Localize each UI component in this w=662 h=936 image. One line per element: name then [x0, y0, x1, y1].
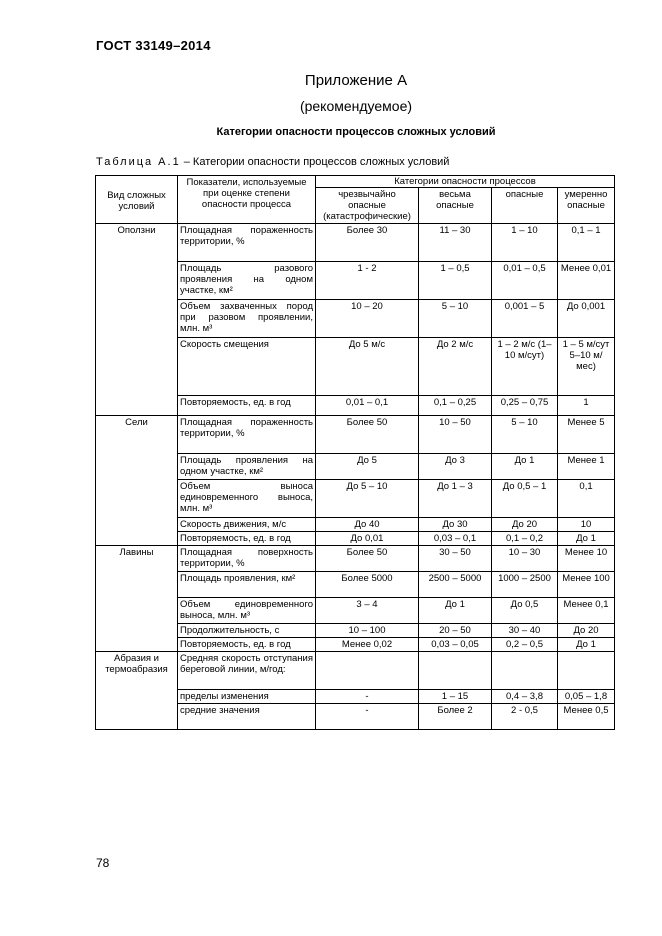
- value-cell: 1 – 10: [492, 224, 558, 262]
- value-cell: Более 50: [316, 546, 419, 572]
- table-caption: [96, 156, 449, 168]
- indicator-cell: Площадь проявления, км²: [178, 572, 316, 598]
- hazard-categories-table: [95, 175, 615, 730]
- value-cell: 1 – 0,5: [419, 262, 492, 300]
- value-cell: 10 – 20: [316, 300, 419, 338]
- value-cell: 1 – 15: [419, 690, 492, 704]
- value-cell: 5 – 10: [492, 416, 558, 454]
- indicator-cell: пределы изменения: [178, 690, 316, 704]
- value-cell: 0,25 – 0,75: [492, 396, 558, 416]
- value-cell: 0,1: [558, 480, 615, 518]
- indicator-cell: Повторяемость, ед. в год: [178, 396, 316, 416]
- value-cell: До 2 м/с: [419, 338, 492, 396]
- value-cell: 3 – 4: [316, 598, 419, 624]
- value-cell: 5 – 10: [419, 300, 492, 338]
- value-cell: Более 30: [316, 224, 419, 262]
- indicator-cell: Объем выноса единовременного выноса, млн. м³: [178, 480, 316, 518]
- value-cell: До 1: [419, 598, 492, 624]
- header-cat-extreme: чрезвычайно опасные (катастрофические): [316, 188, 419, 224]
- value-cell: До 1: [558, 638, 615, 652]
- table-caption-label: Таблица А.1: [96, 156, 181, 168]
- table-row: [96, 416, 615, 454]
- value-cell: До 1: [492, 454, 558, 480]
- table-row: [96, 652, 615, 690]
- value-cell: -: [316, 704, 419, 730]
- appendix-status: (рекомендуемое): [299, 98, 413, 114]
- indicator-cell: Повторяемость, ед. в год: [178, 532, 316, 546]
- value-cell: Менее 5: [558, 416, 615, 454]
- indicator-cell: Площадная поверхность территории, %: [178, 546, 316, 572]
- header-cat-moderate: умеренно опасные: [558, 188, 615, 224]
- header-categories: Категории опасности процессов: [316, 176, 615, 188]
- indicator-cell: Объем захваченных пород при разовом проявлении, млн. м³: [178, 300, 316, 338]
- value-cell: До 20: [558, 624, 615, 638]
- table-caption-text: – Категории опасности процессов сложных условий: [180, 156, 450, 168]
- header-cat-dangerous: опасные: [492, 188, 558, 224]
- table-row: [96, 224, 615, 262]
- indicator-cell: Площадная пораженность территории, %: [178, 416, 316, 454]
- value-cell: До 5: [316, 454, 419, 480]
- value-cell: 10 – 50: [419, 416, 492, 454]
- value-cell: 1 - 2: [316, 262, 419, 300]
- value-cell: 1 – 5 м/сут 5–10 м/мес): [558, 338, 615, 396]
- header-indicators: Показатели, используемые при оценке степени опасности процесса: [178, 176, 316, 224]
- table-row: [96, 546, 615, 572]
- value-cell: До 0,001: [558, 300, 615, 338]
- value-cell: Менее 1: [558, 454, 615, 480]
- condition-type-cell: Сели: [96, 416, 178, 546]
- header-condition-type: Вид сложных условий: [96, 176, 178, 224]
- value-cell: 1: [558, 396, 615, 416]
- value-cell: 20 – 50: [419, 624, 492, 638]
- standard-code: ГОСТ 33149–2014: [96, 38, 211, 53]
- indicator-cell: Скорость движения, м/с: [178, 518, 316, 532]
- value-cell: Менее 0,1: [558, 598, 615, 624]
- value-cell: Менее 10: [558, 546, 615, 572]
- value-cell: До 1: [558, 532, 615, 546]
- indicator-cell: Объем единовременного выноса, млн. м³: [178, 598, 316, 624]
- value-cell: До 5 м/с: [316, 338, 419, 396]
- value-cell: 0,1 – 0,2: [492, 532, 558, 546]
- value-cell: Более 50: [316, 416, 419, 454]
- value-cell: До 0,5 – 1: [492, 480, 558, 518]
- value-cell: [492, 652, 558, 690]
- value-cell: 2500 – 5000: [419, 572, 492, 598]
- value-cell: Более 5000: [316, 572, 419, 598]
- indicator-cell: средние значения: [178, 704, 316, 730]
- indicator-cell: Площадная пораженность территории, %: [178, 224, 316, 262]
- value-cell: [316, 652, 419, 690]
- appendix-title: Приложение А: [304, 72, 408, 89]
- value-cell: До 3: [419, 454, 492, 480]
- value-cell: 1000 – 2500: [492, 572, 558, 598]
- value-cell: 2 - 0,5: [492, 704, 558, 730]
- value-cell: До 30: [419, 518, 492, 532]
- value-cell: Менее 0,01: [558, 262, 615, 300]
- value-cell: До 20: [492, 518, 558, 532]
- value-cell: [558, 652, 615, 690]
- value-cell: 0,2 – 0,5: [492, 638, 558, 652]
- value-cell: 0,01 – 0,1: [316, 396, 419, 416]
- value-cell: 10 – 100: [316, 624, 419, 638]
- page-number: 78: [96, 856, 110, 870]
- value-cell: 0,03 – 0,1: [419, 532, 492, 546]
- indicator-cell: Скорость смещения: [178, 338, 316, 396]
- value-cell: 0,05 – 1,8: [558, 690, 615, 704]
- indicator-cell: Площадь проявления на одном участке, км²: [178, 454, 316, 480]
- indicator-cell: Повторяемость, ед. в год: [178, 638, 316, 652]
- value-cell: До 40: [316, 518, 419, 532]
- indicator-cell: Площадь разового проявления на одном участке, км²: [178, 262, 316, 300]
- value-cell: [419, 652, 492, 690]
- value-cell: До 5 – 10: [316, 480, 419, 518]
- value-cell: -: [316, 690, 419, 704]
- indicator-cell: Средняя скорость отступания береговой линии, м/год:: [178, 652, 316, 690]
- value-cell: Менее 0,02: [316, 638, 419, 652]
- value-cell: 11 – 30: [419, 224, 492, 262]
- value-cell: До 0,01: [316, 532, 419, 546]
- value-cell: 0,03 – 0,05: [419, 638, 492, 652]
- value-cell: 0,001 – 5: [492, 300, 558, 338]
- condition-type-cell: Абразия и термоабразия: [96, 652, 178, 730]
- appendix-heading: Категории опасности процессов сложных условий: [216, 126, 496, 138]
- value-cell: 1 – 2 м/с (1–10 м/сут): [492, 338, 558, 396]
- header-cat-very: весьма опасные: [419, 188, 492, 224]
- condition-type-cell: Лавины: [96, 546, 178, 652]
- value-cell: 0,01 – 0,5: [492, 262, 558, 300]
- value-cell: 10 – 30: [492, 546, 558, 572]
- value-cell: Более 2: [419, 704, 492, 730]
- value-cell: До 0,5: [492, 598, 558, 624]
- value-cell: 30 – 40: [492, 624, 558, 638]
- value-cell: 10: [558, 518, 615, 532]
- value-cell: 0,1 – 0,25: [419, 396, 492, 416]
- value-cell: Менее 0,5: [558, 704, 615, 730]
- value-cell: До 1 – 3: [419, 480, 492, 518]
- indicator-cell: Продолжительность, с: [178, 624, 316, 638]
- condition-type-cell: Оползни: [96, 224, 178, 416]
- value-cell: 0,1 – 1: [558, 224, 615, 262]
- value-cell: 30 – 50: [419, 546, 492, 572]
- value-cell: 0,4 – 3,8: [492, 690, 558, 704]
- value-cell: Менее 100: [558, 572, 615, 598]
